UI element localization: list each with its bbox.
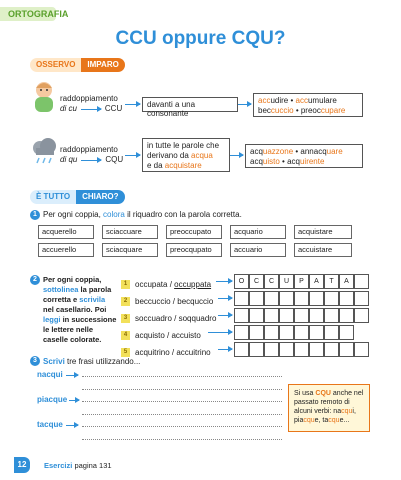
note-box bbox=[288, 384, 370, 432]
grid-cell[interactable] bbox=[249, 308, 264, 323]
ex3-answer-line-2b[interactable] bbox=[82, 414, 282, 415]
note-l1-post: anche nel bbox=[330, 390, 364, 397]
rule2-to: CQU bbox=[105, 155, 124, 164]
rule1-ex1-sep: • bbox=[288, 96, 296, 105]
note-l1-pre: Si usa bbox=[294, 390, 316, 397]
pair-word-b[interactable]: becquccio bbox=[177, 297, 214, 306]
grid-cell[interactable]: C bbox=[264, 274, 279, 289]
pair-number-badge: 1 bbox=[121, 280, 130, 289]
pair-row bbox=[121, 293, 216, 310]
ex3-arrow-2 bbox=[69, 400, 79, 401]
rule1-ex1-rest1: udire bbox=[270, 96, 289, 105]
ex1-cell[interactable]: accuario bbox=[230, 243, 286, 257]
ex2-instr-sottolinea: sottolinea bbox=[43, 285, 79, 294]
title-middle: oppure bbox=[156, 28, 232, 49]
grid-cell[interactable]: A bbox=[309, 274, 324, 289]
note-l4-c: e, ta bbox=[314, 417, 329, 424]
rule2-ex2-hl2: uirente bbox=[299, 157, 325, 166]
rule1-ex2-pre2: preoc bbox=[300, 106, 321, 115]
rule1-ex2-pre1: bec bbox=[258, 106, 271, 115]
note-cqu: CQU bbox=[315, 390, 331, 397]
grid-cell[interactable] bbox=[309, 325, 324, 340]
grid-cell[interactable] bbox=[234, 308, 249, 323]
ex2-instr-line: nel casellario. Poi bbox=[43, 305, 107, 314]
pair-word-a[interactable]: occupata bbox=[135, 280, 168, 289]
pair-sep: / bbox=[167, 280, 175, 289]
ex3-instr-scrivi: Scrivi bbox=[43, 357, 65, 366]
grid-arrow-5 bbox=[218, 349, 232, 350]
grid-cell[interactable] bbox=[279, 342, 294, 357]
note-l3-a: na bbox=[333, 408, 342, 415]
ex1-cell[interactable]: preocqupato bbox=[166, 243, 222, 257]
pair-number-badge: 4 bbox=[121, 331, 130, 340]
pair-row bbox=[121, 276, 216, 293]
rule1-left bbox=[60, 94, 122, 114]
rule2-ex2-sep: • bbox=[279, 157, 288, 166]
grid-cell[interactable] bbox=[264, 325, 279, 340]
grid-cell[interactable] bbox=[309, 342, 324, 357]
rule2-ex1-sep: • bbox=[293, 147, 301, 156]
exercise-1-instruction bbox=[43, 210, 242, 219]
pair-sep: / bbox=[171, 314, 179, 323]
grid-cell[interactable]: C bbox=[249, 274, 264, 289]
rule2-examples-box bbox=[245, 144, 363, 168]
footer-ref[interactable] bbox=[44, 461, 112, 470]
rule2-from: di qu bbox=[60, 155, 78, 164]
exercise-2-instruction bbox=[43, 275, 123, 345]
grid-cell[interactable] bbox=[279, 308, 294, 323]
page-number: 12 bbox=[14, 457, 30, 473]
ex3-instr-post: tre frasi utilizzando... bbox=[64, 357, 141, 366]
grid-cell[interactable] bbox=[294, 291, 309, 306]
rule1-to: CCU bbox=[104, 104, 123, 113]
osservo-label: OSSERVO bbox=[30, 58, 81, 72]
rule1-ex2-sep: • bbox=[293, 106, 301, 115]
imparo-label: IMPARO bbox=[81, 58, 124, 72]
grid-cell[interactable] bbox=[354, 342, 369, 357]
rule1-inner-arrow bbox=[81, 109, 101, 110]
ex2-instr-line: Per ogni coppia, bbox=[43, 275, 102, 284]
grid-cell[interactable] bbox=[354, 291, 369, 306]
grid-cell[interactable]: A bbox=[339, 274, 354, 289]
ex1-cell[interactable]: acquerello bbox=[38, 225, 94, 239]
grid-cell[interactable] bbox=[294, 342, 309, 357]
pair-words[interactable] bbox=[135, 313, 216, 324]
rain-cloud-icon bbox=[30, 137, 60, 167]
grid-cell[interactable] bbox=[339, 291, 354, 306]
rule1-arrow-2 bbox=[238, 104, 251, 105]
rule2-left bbox=[60, 145, 123, 165]
footer-esercizi-link[interactable]: Esercizi bbox=[44, 461, 73, 470]
rule2-middle-acquistare: acquistare bbox=[164, 161, 202, 170]
grid-cell[interactable] bbox=[294, 325, 309, 340]
grid-cell[interactable] bbox=[354, 274, 369, 289]
grid-cell[interactable] bbox=[264, 291, 279, 306]
pair-words[interactable] bbox=[135, 279, 211, 290]
grid-arrow-2 bbox=[218, 298, 232, 299]
crossword-grid bbox=[234, 274, 374, 362]
grid-cell[interactable] bbox=[249, 342, 264, 357]
pair-words[interactable] bbox=[135, 296, 213, 307]
pair-words[interactable] bbox=[135, 347, 211, 358]
grid-cell[interactable] bbox=[294, 308, 309, 323]
exercise-2-number: 2 bbox=[30, 275, 40, 285]
pair-word-a[interactable]: acquisto bbox=[135, 331, 165, 340]
ex1-cell[interactable]: acquario bbox=[230, 225, 286, 239]
ex2-instr-line: la parola bbox=[78, 285, 112, 294]
rule2-middle-line1: in tutte le parole che bbox=[147, 141, 220, 150]
rule1-left-line1: raddoppiamento bbox=[60, 94, 118, 103]
grid-arrow-4 bbox=[208, 332, 232, 333]
grid-cell[interactable] bbox=[279, 325, 294, 340]
ex1-instr-pre: Per ogni coppia, bbox=[43, 210, 104, 219]
rule2-arrow-1 bbox=[125, 155, 140, 156]
ex2-instr-leggi: leggi bbox=[43, 315, 61, 324]
note-l4-e: e... bbox=[339, 417, 350, 424]
grid-cell[interactable] bbox=[339, 342, 354, 357]
grid-cell[interactable] bbox=[264, 308, 279, 323]
grid-cell[interactable] bbox=[324, 308, 339, 323]
ex1-cell[interactable]: accuistare bbox=[294, 243, 352, 257]
pair-row bbox=[121, 310, 216, 327]
grid-arrow-1 bbox=[216, 281, 232, 282]
ex3-word-piacque: piacque bbox=[37, 395, 68, 404]
pair-sep: / bbox=[164, 331, 172, 340]
note-l4-d: cqu bbox=[328, 417, 340, 424]
rule2-middle-acqua: acqua bbox=[191, 151, 213, 160]
chiaro-label: CHIARO? bbox=[76, 190, 124, 204]
rule2-middle-box bbox=[142, 138, 230, 172]
pair-number-badge: 5 bbox=[121, 348, 130, 357]
tutto-label: È TUTTO bbox=[30, 190, 76, 204]
pair-number-badge: 3 bbox=[121, 314, 130, 323]
grid-cell[interactable] bbox=[324, 342, 339, 357]
pair-word-b[interactable]: soqquadro bbox=[178, 314, 217, 323]
grid-cell[interactable] bbox=[279, 291, 294, 306]
pair-word-a[interactable]: acquitrino bbox=[135, 348, 170, 357]
rule1-ex2-hl1: cuccio bbox=[270, 106, 294, 115]
note-l3-c: i, bbox=[352, 408, 356, 415]
ex2-instr-scrivila: scrivila bbox=[79, 295, 106, 304]
ex1-cell[interactable]: sciaccuare bbox=[102, 225, 158, 239]
rule2-inner-arrow bbox=[81, 160, 101, 161]
pair-word-b[interactable]: occuppata bbox=[174, 280, 212, 289]
ex1-instr-post: il riquadro con la parola corretta. bbox=[124, 210, 242, 219]
footer-pagina: pagina 131 bbox=[72, 461, 112, 470]
pair-list bbox=[121, 276, 216, 361]
pair-row bbox=[121, 327, 216, 344]
grid-cell[interactable]: P bbox=[294, 274, 309, 289]
rule1-ex2-hl2: cupare bbox=[320, 106, 346, 115]
grid-cell[interactable]: O bbox=[234, 274, 249, 289]
pair-word-a[interactable]: soccuadro bbox=[135, 314, 172, 323]
rule1-ex1-hl1: acc bbox=[258, 96, 271, 105]
rule1-middle-box: davanti a una consonante bbox=[142, 97, 238, 112]
pair-words[interactable] bbox=[135, 330, 201, 341]
grid-cell[interactable] bbox=[354, 308, 369, 323]
rule2-ex2-pre1: acq bbox=[250, 157, 263, 166]
note-l4-a: pia bbox=[294, 417, 304, 424]
exercise-1-number: 1 bbox=[30, 210, 40, 220]
ex2-instr-line: corretta e bbox=[43, 295, 80, 304]
ex3-word-tacque: tacque bbox=[37, 420, 63, 429]
rule2-ex2-pre2: acq bbox=[287, 157, 300, 166]
rule2-ex1-hl1: uazzone bbox=[262, 147, 294, 156]
rule2-ex1-pre1: acq bbox=[250, 147, 263, 156]
exercise-3-number: 3 bbox=[30, 356, 40, 366]
ex2-instr-line: in successione bbox=[60, 315, 117, 324]
ex2-instr-line: caselle colorate. bbox=[43, 335, 102, 344]
rule2-middle-line3-pre: e da bbox=[147, 161, 165, 170]
note-l3-b: cqu bbox=[341, 408, 353, 415]
pair-word-b[interactable]: accuisto bbox=[171, 331, 201, 340]
title-cqu: CQU? bbox=[231, 28, 286, 49]
rule1-from: di cu bbox=[60, 104, 77, 113]
ex1-cell[interactable]: accuerello bbox=[38, 243, 94, 257]
grid-cell[interactable] bbox=[234, 291, 249, 306]
grid-cell[interactable] bbox=[324, 291, 339, 306]
note-l3-pre: alcuni verbi: bbox=[294, 408, 334, 415]
rule2-middle-line2-pre: derivano da bbox=[147, 151, 192, 160]
rule2-left-line1: raddoppiamento bbox=[60, 145, 118, 154]
grid-cell[interactable] bbox=[309, 308, 324, 323]
grid-cell[interactable] bbox=[234, 342, 249, 357]
ex1-cell[interactable]: preoccupato bbox=[166, 225, 222, 239]
ex3-arrow-3 bbox=[66, 425, 78, 426]
grid-cell[interactable] bbox=[309, 291, 324, 306]
ex3-arrow-1 bbox=[66, 375, 78, 376]
rule1-arrow-1 bbox=[125, 104, 140, 105]
rule2-ex2-hl1: uisto bbox=[262, 157, 280, 166]
pair-sep: / bbox=[169, 348, 177, 357]
pair-word-b[interactable]: accuitrino bbox=[176, 348, 211, 357]
rule2-ex1-pre2: annacq bbox=[300, 147, 327, 156]
rule1-examples-box bbox=[253, 93, 363, 117]
grid-cell[interactable] bbox=[339, 308, 354, 323]
title-ccu: CCU bbox=[115, 28, 157, 49]
grid-cell[interactable] bbox=[264, 342, 279, 357]
grid-cell[interactable] bbox=[249, 325, 264, 340]
rule2-arrow-2 bbox=[230, 155, 243, 156]
ex3-word-nacqui: nacqui bbox=[37, 370, 63, 379]
grid-cell[interactable]: U bbox=[279, 274, 294, 289]
ex1-cell[interactable]: acquistare bbox=[294, 225, 352, 239]
grid-cell[interactable] bbox=[249, 291, 264, 306]
tutto-chiaro-pill bbox=[30, 190, 125, 204]
grid-cell[interactable]: T bbox=[324, 274, 339, 289]
rule2-ex1-hl2: uare bbox=[326, 147, 343, 156]
ex3-answer-line-2[interactable] bbox=[82, 401, 282, 402]
ex2-instr-line: le lettere nelle bbox=[43, 325, 94, 334]
pair-sep: / bbox=[170, 297, 178, 306]
rule1-ex1-rest2: umulare bbox=[307, 96, 337, 105]
ex3-answer-line-3[interactable] bbox=[82, 426, 282, 427]
osservo-imparo-pill bbox=[30, 58, 125, 72]
note-l4-b: cqu bbox=[303, 417, 315, 424]
ex3-answer-line-3b[interactable] bbox=[82, 439, 282, 440]
ex1-cell[interactable]: sciacquare bbox=[102, 243, 158, 257]
pair-word-a[interactable]: beccuccio bbox=[135, 297, 171, 306]
ex3-answer-line-1b[interactable] bbox=[82, 389, 282, 390]
ex1-instr-colora: colora bbox=[103, 210, 125, 219]
rule1-ex1-hl2: acc bbox=[295, 96, 308, 105]
grid-cell[interactable] bbox=[339, 325, 354, 340]
grid-cell[interactable] bbox=[324, 325, 339, 340]
exercise-3-instruction bbox=[43, 357, 140, 366]
section-label: ORTOGRAFIA bbox=[0, 7, 56, 21]
pair-number-badge: 2 bbox=[121, 297, 130, 306]
grid-cell[interactable] bbox=[234, 325, 249, 340]
page-title bbox=[0, 28, 401, 50]
baby-icon bbox=[30, 80, 58, 114]
note-l2: passato remoto di bbox=[294, 399, 350, 406]
grid-arrow-3 bbox=[218, 315, 232, 316]
ex3-answer-line-1[interactable] bbox=[82, 376, 282, 377]
